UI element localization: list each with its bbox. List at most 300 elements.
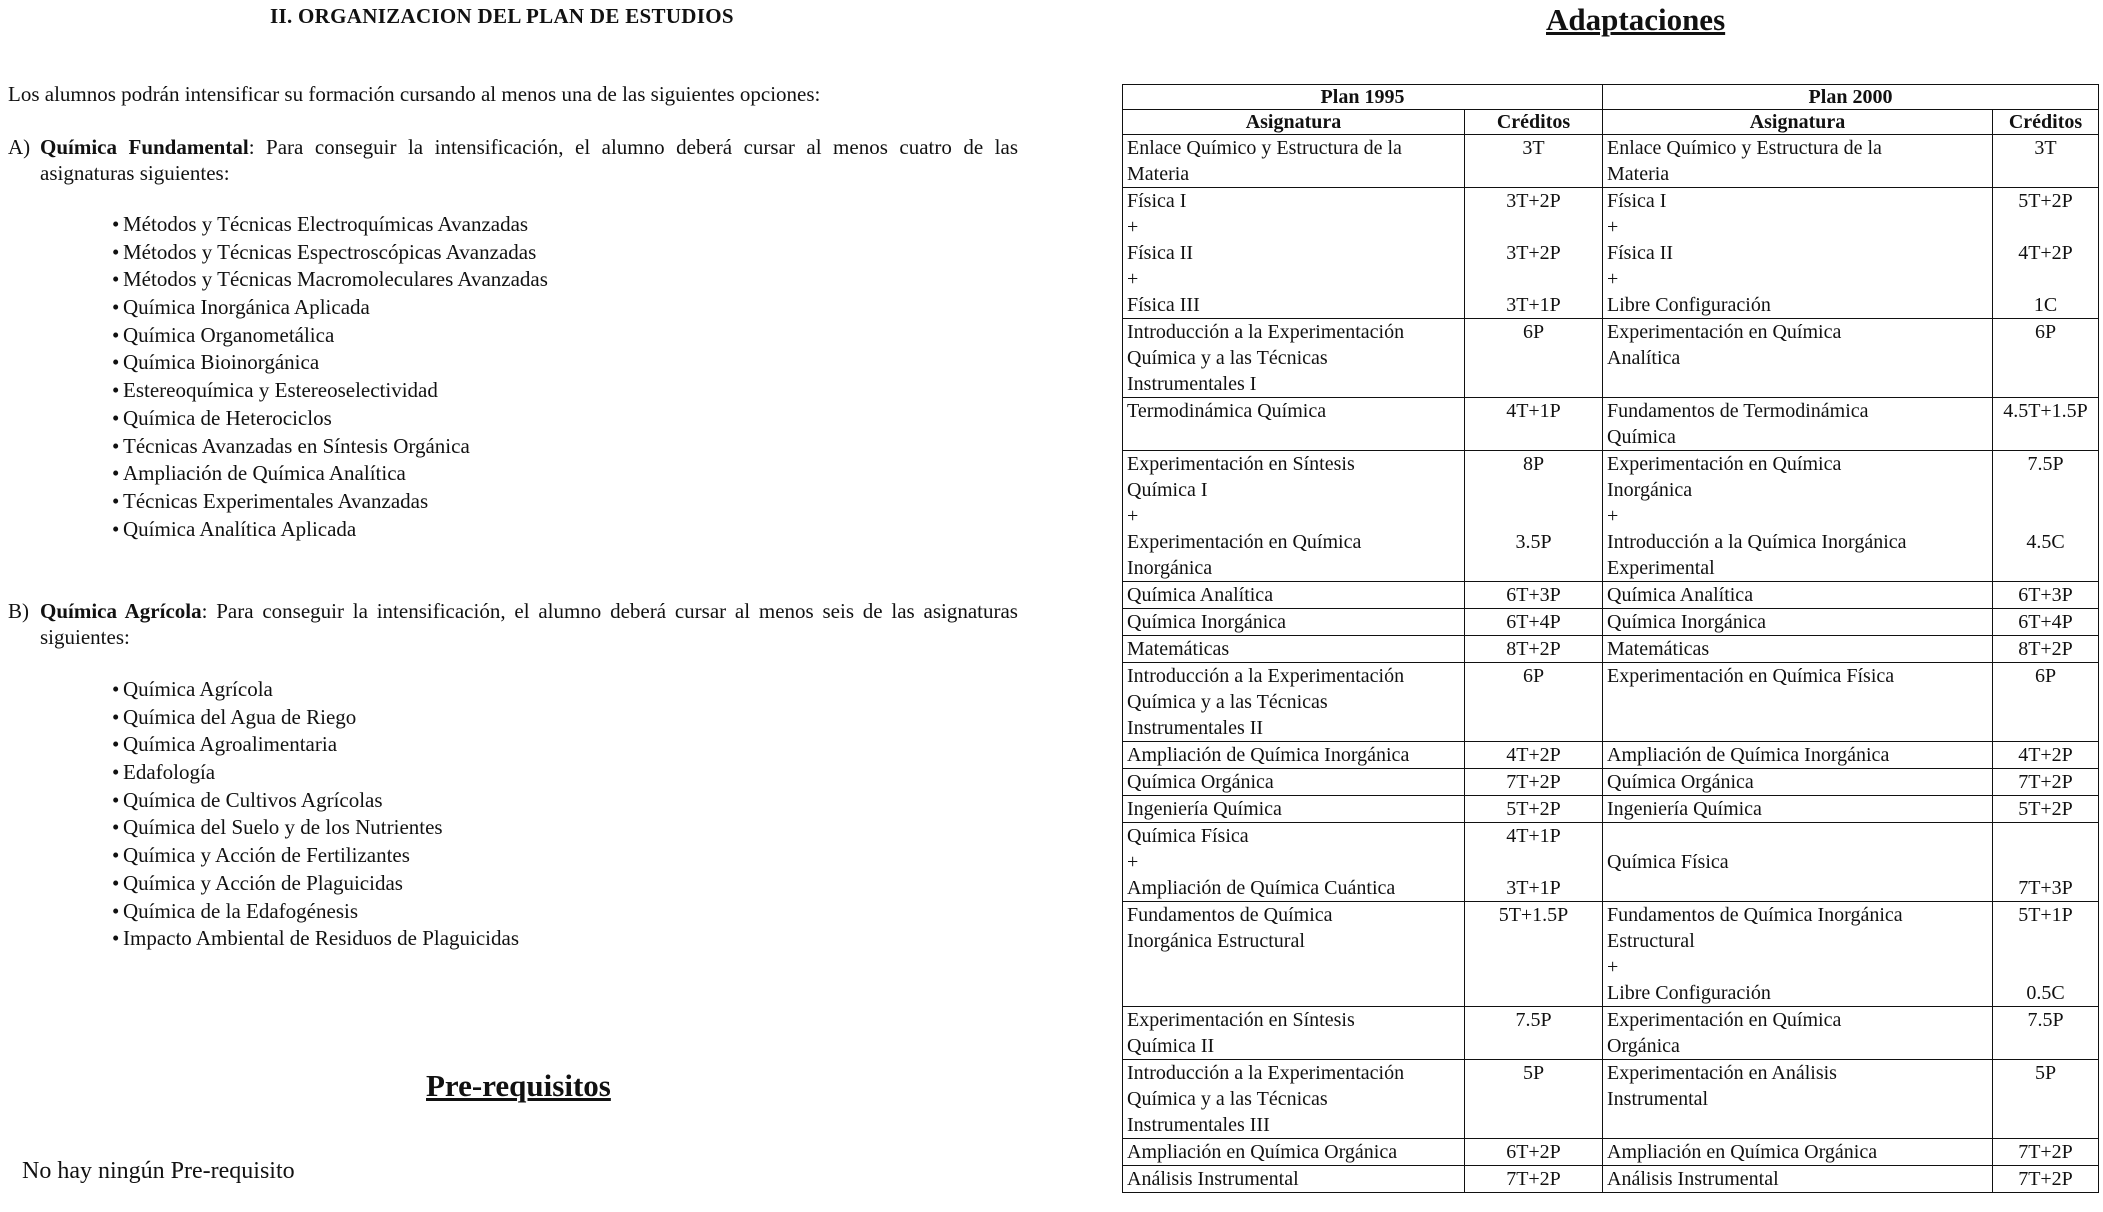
bullet-icon: • xyxy=(112,870,120,895)
table-row xyxy=(1123,451,2099,582)
subject-new-cell xyxy=(1603,1139,1993,1166)
credits-new-cell xyxy=(1993,663,2099,742)
credits-new-line: 0.5C xyxy=(2026,982,2065,1004)
credits-new-cell xyxy=(1993,1166,2099,1193)
subject-old-line: Química y a las Técnicas xyxy=(1127,347,1328,369)
subject-old-line: Química y a las Técnicas xyxy=(1127,1088,1328,1110)
credits-old-line: 8P xyxy=(1522,453,1545,475)
subject-old-line: Química Analítica xyxy=(1127,584,1274,606)
bullet-icon: • xyxy=(112,677,120,701)
subject-old-line: + xyxy=(1127,268,1139,290)
option-a-name: Química Fundamental xyxy=(40,135,249,159)
subject-new-line: Química Analítica xyxy=(1607,584,1754,606)
credits-old-line: 5T+2P xyxy=(1506,798,1561,820)
credits-old-cell xyxy=(1465,1007,1603,1060)
subject-old-line: Ampliación de Química Cuántica xyxy=(1127,877,1396,899)
subject-old-line: Introducción a la Experimentación xyxy=(1127,1062,1405,1084)
subject-new-line: Química Física xyxy=(1607,851,1729,873)
table-row xyxy=(1123,1139,2099,1166)
subject-old-line: Química Inorgánica xyxy=(1127,611,1287,633)
subject-old-cell xyxy=(1123,188,1465,319)
credits-new-line: 6T+4P xyxy=(2018,611,2073,633)
subject-old-line: Introducción a la Experimentación xyxy=(1127,665,1405,687)
option-a-list-item-label: Métodos y Técnicas Macromoleculares Avanzadas xyxy=(123,267,548,292)
credits-new-cell xyxy=(1993,796,2099,823)
subject-header-new: Asignatura xyxy=(1603,110,1993,135)
subject-new-line xyxy=(1607,823,1988,849)
option-a-list-item xyxy=(112,460,548,488)
subject-old-line: Química II xyxy=(1127,1035,1215,1057)
credits-old-line xyxy=(1469,477,1598,503)
subject-old-line: Inorgánica xyxy=(1127,557,1213,579)
subject-new-line: + xyxy=(1607,216,1619,238)
subject-old-line: Ampliación en Química Orgánica xyxy=(1127,1141,1398,1163)
subject-new-line: Experimentación en Química xyxy=(1607,321,1842,343)
option-b-list-item xyxy=(112,676,519,704)
bullet-icon: • xyxy=(112,378,120,403)
subject-new-cell xyxy=(1603,1007,1993,1060)
credits-new-cell xyxy=(1993,769,2099,796)
table-row xyxy=(1123,663,2099,742)
subject-old-cell xyxy=(1123,609,1465,636)
option-a-list-item-label: Estereoquímica y Estereoselectividad xyxy=(123,378,438,403)
option-b-list-item-label: Química del Agua de Riego xyxy=(123,704,357,729)
bullet-icon: • xyxy=(112,212,120,236)
intro-text: Los alumnos podrán intensificar su formación cursando al menos una de las siguientes opciones: xyxy=(8,82,821,106)
subject-old-cell xyxy=(1123,1007,1465,1060)
credits-old-line xyxy=(1469,555,1598,581)
credits-new-line: 5P xyxy=(2034,1062,2057,1084)
subject-new-line: Ampliación en Química Orgánica xyxy=(1607,1141,1878,1163)
option-a-list-item xyxy=(112,377,548,405)
option-b-list xyxy=(112,676,519,953)
plan-new-header: Plan 2000 xyxy=(1603,85,2099,110)
option-a-list-item xyxy=(112,211,548,239)
subject-new-line: Química Orgánica xyxy=(1607,771,1754,793)
credits-new-line xyxy=(1997,954,2094,980)
subject-new-line: Fundamentos de Termodinámica xyxy=(1607,400,1869,422)
credits-old-line: 7.5P xyxy=(1515,1009,1552,1031)
table-row xyxy=(1123,902,2099,1007)
bullet-icon: • xyxy=(112,239,120,264)
credits-old-line: 4T+1P xyxy=(1506,825,1561,847)
bullet-icon: • xyxy=(112,350,120,375)
credits-old-line: 4T+2P xyxy=(1506,744,1561,766)
subject-new-line: Enlace Químico y Estructura de la xyxy=(1607,137,1882,159)
subject-old-line: Fundamentos de Química xyxy=(1127,904,1333,926)
subject-old-line: Ampliación de Química Inorgánica xyxy=(1127,744,1410,766)
credits-old-line: 4T+1P xyxy=(1506,400,1561,422)
credits-new-cell xyxy=(1993,1139,2099,1166)
credits-new-line: 5T+2P xyxy=(2018,190,2073,212)
credits-old-line: 3T+2P xyxy=(1506,242,1561,264)
credits-old-cell xyxy=(1465,1060,1603,1139)
subject-new-line: Estructural xyxy=(1607,930,1695,952)
bullet-icon: • xyxy=(112,461,120,486)
bullet-icon: • xyxy=(112,843,120,868)
subject-new-line: Física I xyxy=(1607,190,1667,212)
credits-new-line: 4T+2P xyxy=(2018,744,2073,766)
credits-new-cell xyxy=(1993,135,2099,188)
subject-new-line: + xyxy=(1607,268,1619,290)
credits-old-cell xyxy=(1465,188,1603,319)
credits-old-cell xyxy=(1465,1139,1603,1166)
option-a-list-item xyxy=(112,433,548,461)
subject-old-line: Experimentación en Síntesis xyxy=(1127,453,1355,475)
credits-new-cell xyxy=(1993,636,2099,663)
credits-old-cell xyxy=(1465,451,1603,582)
bullet-icon: • xyxy=(112,295,120,320)
subject-old-line: + xyxy=(1127,851,1139,873)
adaptations-body xyxy=(1123,135,2099,1193)
subject-old-cell xyxy=(1123,398,1465,451)
option-a-list-item-label: Química Inorgánica Aplicada xyxy=(123,295,370,320)
credits-new-line: 1C xyxy=(2033,294,2058,316)
option-a-list-item xyxy=(112,488,548,516)
credits-old-cell xyxy=(1465,742,1603,769)
option-b-list-item xyxy=(112,704,519,732)
bullet-icon: • xyxy=(112,405,120,430)
subject-old-line: Materia xyxy=(1127,163,1190,185)
subject-old-line: Análisis Instrumental xyxy=(1127,1168,1299,1190)
credits-new-cell xyxy=(1993,742,2099,769)
credits-new-line: 6T+3P xyxy=(2018,584,2073,606)
prereq-text: No hay ningún Pre-requisito xyxy=(22,1158,295,1184)
option-a-text: : Para conseguir la intensificación, el alumno deberá cursar al menos cuatro de las asignaturas siguientes: xyxy=(40,135,1018,185)
option-a-list-item xyxy=(112,516,548,544)
subject-new-line: Fundamentos de Química Inorgánica xyxy=(1607,904,1903,926)
subject-old-cell xyxy=(1123,135,1465,188)
subject-new-line: Inorgánica xyxy=(1607,479,1693,501)
option-b-list-item-label: Química de Cultivos Agrícolas xyxy=(123,787,383,812)
credits-old-line: 8T+2P xyxy=(1506,638,1561,660)
subject-old-cell xyxy=(1123,823,1465,902)
credits-old-line: 7T+2P xyxy=(1506,771,1561,793)
subject-new-line: Analítica xyxy=(1607,347,1681,369)
option-b-list-item xyxy=(112,925,519,953)
option-a-list-item-label: Química Organometálica xyxy=(123,322,335,347)
option-b-list-item-label: Química Agroalimentaria xyxy=(123,732,338,757)
bullet-icon: • xyxy=(112,267,120,292)
subject-new-cell xyxy=(1603,188,1993,319)
table-row xyxy=(1123,609,2099,636)
subject-old-cell xyxy=(1123,742,1465,769)
subject-new-line: Experimental xyxy=(1607,557,1715,579)
credits-new-line: 4T+2P xyxy=(2018,242,2073,264)
option-b-name: Química Agrícola xyxy=(40,599,202,623)
option-b-list-item-label: Impacto Ambiental de Residuos de Plaguicidas xyxy=(123,926,520,951)
credits-new-line: 4.5C xyxy=(2026,531,2065,553)
option-b-paragraph xyxy=(8,598,1018,650)
subject-new-cell xyxy=(1603,1166,1993,1193)
subject-old-cell xyxy=(1123,636,1465,663)
subject-old-line: Enlace Químico y Estructura de la xyxy=(1127,137,1402,159)
adaptations-table xyxy=(1122,84,2099,1193)
option-a-list-item xyxy=(112,294,548,322)
credits-new-line xyxy=(1997,823,2094,849)
subject-new-line: Análisis Instrumental xyxy=(1607,1168,1779,1190)
bullet-icon: • xyxy=(112,704,120,729)
credits-new-line: 4.5T+1.5P xyxy=(2003,400,2088,422)
credits-old-line: 3T+1P xyxy=(1506,877,1561,899)
subject-old-cell xyxy=(1123,902,1465,1007)
credits-old-line xyxy=(1469,503,1598,529)
subject-old-line xyxy=(1127,424,1460,450)
credits-old-line: 6T+2P xyxy=(1506,1141,1561,1163)
credits-new-cell xyxy=(1993,823,2099,902)
subject-new-line: Experimentación en Química xyxy=(1607,1009,1842,1031)
bullet-icon: • xyxy=(112,787,120,812)
table-row xyxy=(1123,135,2099,188)
credits-old-cell xyxy=(1465,902,1603,1007)
option-a-list-item xyxy=(112,322,548,350)
subject-old-line: Física II xyxy=(1127,242,1194,264)
subject-old-line: Química I xyxy=(1127,479,1208,501)
credits-new-line: 7T+3P xyxy=(2018,877,2073,899)
subject-old-cell xyxy=(1123,1166,1465,1193)
bullet-icon: • xyxy=(112,760,120,785)
subject-old-line: Experimentación en Síntesis xyxy=(1127,1009,1355,1031)
credits-new-cell xyxy=(1993,902,2099,1007)
table-row xyxy=(1123,319,2099,398)
subject-new-cell xyxy=(1603,742,1993,769)
option-b-list-item xyxy=(112,814,519,842)
bullet-icon: • xyxy=(112,488,120,513)
credits-old-line: 3T xyxy=(1522,137,1545,159)
subject-new-cell xyxy=(1603,582,1993,609)
credits-old-line: 3T+1P xyxy=(1506,294,1561,316)
table-row xyxy=(1123,188,2099,319)
adaptaciones-title: Adaptaciones xyxy=(1546,2,1726,37)
subject-new-line xyxy=(1607,875,1988,901)
table-row xyxy=(1123,796,2099,823)
credits-new-line xyxy=(1997,266,2094,292)
option-b-list-item xyxy=(112,842,519,870)
option-a-list-item-label: Técnicas Experimentales Avanzadas xyxy=(123,488,429,513)
subject-old-line: + xyxy=(1127,505,1139,527)
bullet-icon: • xyxy=(112,898,120,923)
subject-new-line: Experimentación en Análisis xyxy=(1607,1062,1837,1084)
subject-new-line: Experimentación en Química xyxy=(1607,453,1842,475)
table-row xyxy=(1123,823,2099,902)
subject-new-line: Física II xyxy=(1607,242,1674,264)
credits-old-cell xyxy=(1465,582,1603,609)
subject-old-line: Ingeniería Química xyxy=(1127,798,1282,820)
subject-old-line: Física I xyxy=(1127,190,1187,212)
option-a-list-item-label: Métodos y Técnicas Espectroscópicas Avanzadas xyxy=(123,239,537,264)
subject-old-line xyxy=(1127,954,1460,980)
subject-old-line: Termodinámica Química xyxy=(1127,400,1327,422)
credits-header-new: Créditos xyxy=(1993,110,2099,135)
subject-old-cell xyxy=(1123,1139,1465,1166)
credits-new-line: 7.5P xyxy=(2027,1009,2064,1031)
subject-old-line: Inorgánica Estructural xyxy=(1127,930,1305,952)
credits-new-cell xyxy=(1993,188,2099,319)
subject-new-line: Experimentación en Química Física xyxy=(1607,665,1895,687)
credits-old-cell xyxy=(1465,796,1603,823)
table-row xyxy=(1123,398,2099,451)
option-b-list-item xyxy=(112,731,519,759)
subject-new-cell xyxy=(1603,319,1993,398)
option-a-list-item-label: Ampliación de Química Analítica xyxy=(123,461,406,486)
bullet-icon: • xyxy=(112,926,120,951)
subject-old-cell xyxy=(1123,663,1465,742)
table-row xyxy=(1123,1166,2099,1193)
subject-new-cell xyxy=(1603,609,1993,636)
credits-old-line: 5T+1.5P xyxy=(1498,904,1569,926)
option-b-list-item xyxy=(112,759,519,787)
subject-new-line: Ampliación de Química Inorgánica xyxy=(1607,744,1890,766)
subject-new-line: Instrumental xyxy=(1607,1088,1709,1110)
table-row xyxy=(1123,1060,2099,1139)
option-b-list-item-label: Edafología xyxy=(123,760,216,785)
subject-new-line: Matemáticas xyxy=(1607,638,1710,660)
credits-new-line: 3T xyxy=(2034,137,2057,159)
bullet-icon: • xyxy=(112,322,120,347)
subject-old-cell xyxy=(1123,796,1465,823)
credits-old-cell xyxy=(1465,769,1603,796)
subject-old-line: Química Orgánica xyxy=(1127,771,1274,793)
subject-old-cell xyxy=(1123,1060,1465,1139)
credits-new-line: 6P xyxy=(2034,665,2057,687)
subject-new-line: + xyxy=(1607,505,1619,527)
subject-new-line: Libre Configuración xyxy=(1607,982,1771,1004)
credits-new-cell xyxy=(1993,319,2099,398)
option-a-list-item xyxy=(112,405,548,433)
option-a-list xyxy=(112,211,548,543)
credits-new-cell xyxy=(1993,1060,2099,1139)
option-a-list-item-label: Química Analítica Aplicada xyxy=(123,516,357,541)
bullet-icon: • xyxy=(112,516,120,541)
option-b-list-item-label: Química y Acción de Plaguicidas xyxy=(123,870,403,895)
section-title: II. ORGANIZACION DEL PLAN DE ESTUDIOS xyxy=(270,4,734,28)
option-a-list-item xyxy=(112,239,548,267)
credits-new-line xyxy=(1997,214,2094,240)
credits-new-line: 8T+2P xyxy=(2018,638,2073,660)
option-a-list-item-label: Química de Heterociclos xyxy=(123,405,332,430)
subject-old-line: Instrumentales II xyxy=(1127,717,1264,739)
table-row xyxy=(1123,769,2099,796)
option-a-list-item xyxy=(112,349,548,377)
option-b-list-item-label: Química de la Edafogénesis xyxy=(123,898,358,923)
subject-old-line xyxy=(1127,980,1460,1006)
option-a-list-item-label: Técnicas Avanzadas en Síntesis Orgánica xyxy=(123,433,470,458)
subject-old-line: Introducción a la Experimentación xyxy=(1127,321,1405,343)
table-row xyxy=(1123,742,2099,769)
subject-new-cell xyxy=(1603,902,1993,1007)
credits-new-line: 7T+2P xyxy=(2018,1141,2073,1163)
credits-new-line xyxy=(1997,503,2094,529)
credits-new-line: 7.5P xyxy=(2027,453,2064,475)
credits-old-line: 7T+2P xyxy=(1506,1168,1561,1190)
subject-old-line: Química y a las Técnicas xyxy=(1127,691,1328,713)
option-b-list-item xyxy=(112,870,519,898)
table-row xyxy=(1123,636,2099,663)
credits-new-line xyxy=(1997,477,2094,503)
credits-old-line xyxy=(1469,266,1598,292)
table-row xyxy=(1123,582,2099,609)
credits-new-cell xyxy=(1993,609,2099,636)
plan-old-header: Plan 1995 xyxy=(1123,85,1603,110)
bullet-icon: • xyxy=(112,732,120,757)
subject-new-line: Ingeniería Química xyxy=(1607,798,1762,820)
credits-old-line: 6P xyxy=(1522,321,1545,343)
credits-new-line xyxy=(1997,928,2094,954)
option-b-text: : Para conseguir la intensificación, el alumno deberá cursar al menos seis de las asignaturas siguientes: xyxy=(40,599,1018,649)
credits-new-cell xyxy=(1993,1007,2099,1060)
credits-old-line: 3T+2P xyxy=(1506,190,1561,212)
credits-new-cell xyxy=(1993,582,2099,609)
table-row xyxy=(1123,1007,2099,1060)
option-b-list-item xyxy=(112,787,519,815)
credits-old-cell xyxy=(1465,609,1603,636)
option-b-letter: B) xyxy=(8,599,29,623)
subject-new-cell xyxy=(1603,663,1993,742)
subject-new-cell xyxy=(1603,451,1993,582)
credits-new-line: 7T+2P xyxy=(2018,1168,2073,1190)
subject-old-cell xyxy=(1123,769,1465,796)
credits-new-cell xyxy=(1993,451,2099,582)
option-b-list-item xyxy=(112,898,519,926)
subject-new-cell xyxy=(1603,823,1993,902)
subject-old-line: + xyxy=(1127,216,1139,238)
subject-old-line: Física III xyxy=(1127,294,1200,316)
subject-old-line: Instrumentales I xyxy=(1127,373,1257,395)
credits-old-line xyxy=(1469,214,1598,240)
option-a-letter: A) xyxy=(8,135,31,159)
option-a-list-item-label: Métodos y Técnicas Electroquímicas Avanzadas xyxy=(123,212,529,236)
credits-new-line: 7T+2P xyxy=(2018,771,2073,793)
credits-old-cell xyxy=(1465,636,1603,663)
subject-header-old: Asignatura xyxy=(1123,110,1465,135)
subject-old-cell xyxy=(1123,319,1465,398)
subject-new-cell xyxy=(1603,135,1993,188)
credits-old-line: 6P xyxy=(1522,665,1545,687)
subject-new-cell xyxy=(1603,398,1993,451)
credits-old-cell xyxy=(1465,135,1603,188)
credits-old-line: 6T+4P xyxy=(1506,611,1561,633)
credits-header-old: Créditos xyxy=(1465,110,1603,135)
subject-old-line: Instrumentales III xyxy=(1127,1114,1270,1136)
subject-new-line: Materia xyxy=(1607,163,1670,185)
credits-old-line xyxy=(1469,849,1598,875)
subject-new-line: Libre Configuración xyxy=(1607,294,1771,316)
option-b-list-item-label: Química del Suelo y de los Nutrientes xyxy=(123,815,443,840)
credits-new-line xyxy=(1997,555,2094,581)
subject-new-line: Introducción a la Química Inorgánica xyxy=(1607,531,1907,553)
option-a-list-item-label: Química Bioinorgánica xyxy=(123,350,320,375)
subject-new-line: Química xyxy=(1607,426,1676,448)
subject-new-cell xyxy=(1603,1060,1993,1139)
bullet-icon: • xyxy=(112,815,120,840)
credits-old-line: 6T+3P xyxy=(1506,584,1561,606)
credits-new-cell xyxy=(1993,398,2099,451)
credits-old-cell xyxy=(1465,398,1603,451)
credits-old-cell xyxy=(1465,319,1603,398)
subject-new-cell xyxy=(1603,796,1993,823)
prereq-title: Pre-requisitos xyxy=(426,1068,611,1103)
option-b-list-item-label: Química y Acción de Fertilizantes xyxy=(123,843,410,868)
credits-old-line: 3.5P xyxy=(1515,531,1552,553)
subject-new-line: Química Inorgánica xyxy=(1607,611,1767,633)
credits-new-line: 6P xyxy=(2034,321,2057,343)
credits-old-line: 5P xyxy=(1522,1062,1545,1084)
credits-old-cell xyxy=(1465,823,1603,902)
subject-old-line: Química Física xyxy=(1127,825,1249,847)
subject-new-cell xyxy=(1603,636,1993,663)
bullet-icon: • xyxy=(112,433,120,458)
subject-old-cell xyxy=(1123,582,1465,609)
